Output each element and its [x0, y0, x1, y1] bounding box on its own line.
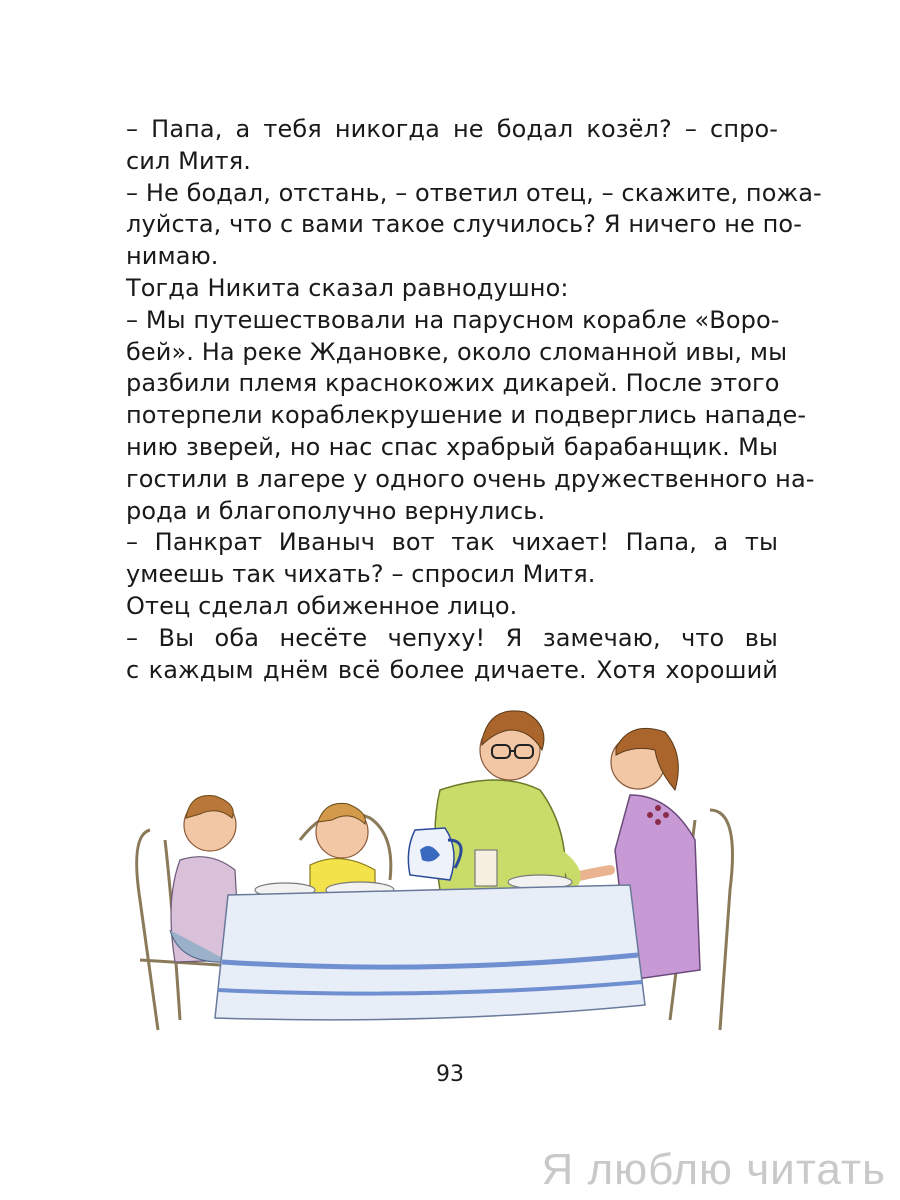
text-line: Тогда Никита сказал равнодушно:	[126, 273, 569, 302]
text-line: рода и благополучно вернулись.	[126, 496, 546, 525]
text-line: нимаю.	[126, 242, 219, 271]
text-line: Отец сделал обиженное лицо.	[126, 591, 518, 620]
text-line: луйста, что с вами такое случилось? Я ничего не по-	[126, 210, 802, 239]
watermark-text: Я люблю читать	[541, 1145, 886, 1194]
text-line: – Мы путешествовали на парусном корабле «Воро-	[126, 305, 780, 334]
page-number: 93	[436, 1062, 464, 1087]
text-line: сил Митя.	[126, 146, 252, 175]
text-line: гостили в лагере у одного очень дружественного на-	[126, 464, 815, 493]
text-line: – Вы оба несёте чепуху! Я замечаю, что вы	[126, 623, 778, 652]
text-line: умеешь так чихать? – спросил Митя.	[126, 560, 596, 589]
tablecloth	[215, 885, 645, 1020]
text-line: нию зверей, но нас спас храбрый барабанщик. Мы	[126, 432, 778, 461]
text-line: бей». На реке Ждановке, около сломанной ивы, мы	[126, 337, 788, 366]
text-line: – Папа, а тебя никогда не бодал козёл? – спро-	[126, 115, 778, 143]
text-line: потерпели кораблекрушение и подверглись нападе-	[126, 401, 807, 430]
text-line: – Панкрат Иваныч вот так чихает! Папа, а ты	[126, 528, 778, 557]
story-text	[126, 114, 822, 686]
family-dinner-illustration	[110, 700, 750, 1050]
text-line: с каждым днём всё более дичаете. Хотя хороший	[126, 655, 778, 684]
text-line: – Не бодал, отстань, – ответил отец, – скажите, пожа-	[126, 178, 822, 207]
text-line: разбили племя краснокожих дикарей. После этого	[126, 369, 780, 398]
